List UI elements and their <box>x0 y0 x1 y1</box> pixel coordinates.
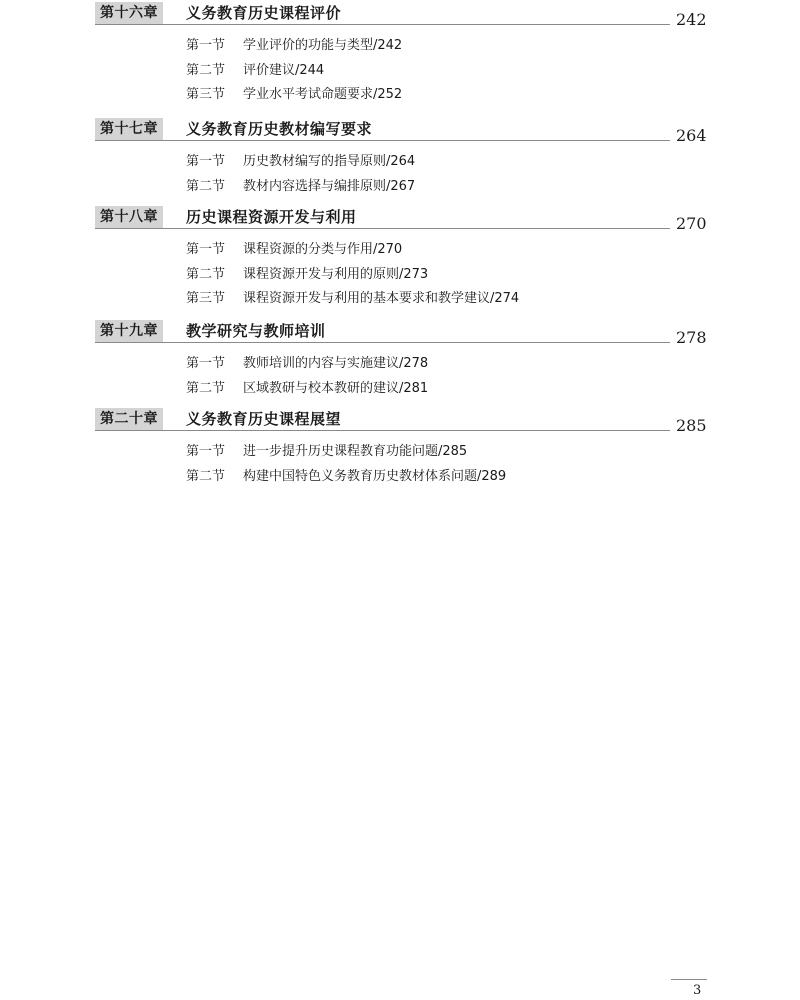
toc-section-item <box>0 354 800 379</box>
toc-section-item <box>0 442 800 467</box>
chapter-title: 义务教育历史课程展望 <box>186 410 342 428</box>
chapter-heading <box>0 0 800 30</box>
chapter-rule <box>95 228 670 229</box>
section-number: 第一节 <box>186 242 226 257</box>
toc-section-item <box>0 85 800 110</box>
section-title: 课程资源开发与利用的基本要求和教学建议/274 <box>243 291 520 306</box>
section-number: 第一节 <box>186 444 226 459</box>
section-title: 学业评价的功能与类型/242 <box>243 38 403 53</box>
section-number: 第三节 <box>186 291 226 306</box>
section-list <box>0 146 800 201</box>
chapter-page-number: 264 <box>676 126 707 145</box>
chapter-title: 义务教育历史教材编写要求 <box>186 120 373 138</box>
toc-chapter <box>0 0 800 110</box>
section-number: 第一节 <box>186 38 226 53</box>
section-title: 课程资源的分类与作用/270 <box>243 242 403 257</box>
section-number: 第二节 <box>186 62 226 78</box>
chapter-heading <box>0 204 800 234</box>
section-title: 学业水平考试命题要求/252 <box>243 87 403 102</box>
section-title: 教材内容选择与编排原则/267 <box>243 178 416 194</box>
section-title: 进一步提升历史课程教育功能问题/285 <box>243 444 468 459</box>
toc-section-item <box>0 36 800 61</box>
section-list <box>0 348 800 403</box>
section-list <box>0 30 800 110</box>
chapter-title: 历史课程资源开发与利用 <box>186 208 357 226</box>
chapter-heading <box>0 318 800 348</box>
section-number: 第一节 <box>186 154 226 169</box>
section-number: 第二节 <box>186 380 226 396</box>
chapter-page-number: 278 <box>676 328 707 347</box>
section-title: 课程资源开发与利用的原则/273 <box>243 266 429 282</box>
chapter-rule <box>95 140 670 141</box>
chapter-page-number: 285 <box>676 416 707 435</box>
chapter-title: 教学研究与教师培训 <box>186 322 326 340</box>
toc-section-item <box>0 61 800 86</box>
section-number: 第二节 <box>186 266 226 282</box>
section-title: 评价建议/244 <box>243 62 325 78</box>
section-list <box>0 436 800 491</box>
toc-chapter <box>0 406 800 491</box>
section-number: 第三节 <box>186 87 226 102</box>
section-number: 第二节 <box>186 468 226 484</box>
section-number: 第一节 <box>186 356 226 371</box>
toc-section-item <box>0 289 800 314</box>
chapter-number-label: 第二十章 <box>95 408 163 430</box>
chapter-number-label: 第十九章 <box>95 320 163 342</box>
section-title: 教师培训的内容与实施建议/278 <box>243 356 429 371</box>
chapter-rule <box>95 24 670 25</box>
section-title: 历史教材编写的指导原则/264 <box>243 154 416 169</box>
section-title: 区域教研与校本教研的建议/281 <box>243 380 429 396</box>
toc-chapter <box>0 204 800 314</box>
section-list <box>0 234 800 314</box>
toc-section-item <box>0 152 800 177</box>
section-title: 构建中国特色义务教育历史教材体系问题/289 <box>243 468 507 484</box>
chapter-heading <box>0 406 800 436</box>
chapter-rule <box>95 342 670 343</box>
toc-chapter <box>0 318 800 403</box>
chapter-page-number: 270 <box>676 214 707 233</box>
chapter-page-number: 242 <box>676 10 707 29</box>
toc-section-item <box>0 467 800 492</box>
toc-section-item <box>0 240 800 265</box>
toc-section-item <box>0 379 800 404</box>
chapter-title: 义务教育历史课程评价 <box>186 4 342 22</box>
chapter-number-label: 第十七章 <box>95 118 163 140</box>
toc-chapter <box>0 116 800 201</box>
section-number: 第二节 <box>186 178 226 194</box>
page-number: 3 <box>693 983 702 998</box>
footer-rule <box>671 979 707 980</box>
toc-section-item <box>0 265 800 290</box>
chapter-number-label: 第十六章 <box>95 2 163 24</box>
toc-section-item <box>0 177 800 202</box>
chapter-rule <box>95 430 670 431</box>
chapter-number-label: 第十八章 <box>95 206 163 228</box>
chapter-heading <box>0 116 800 146</box>
